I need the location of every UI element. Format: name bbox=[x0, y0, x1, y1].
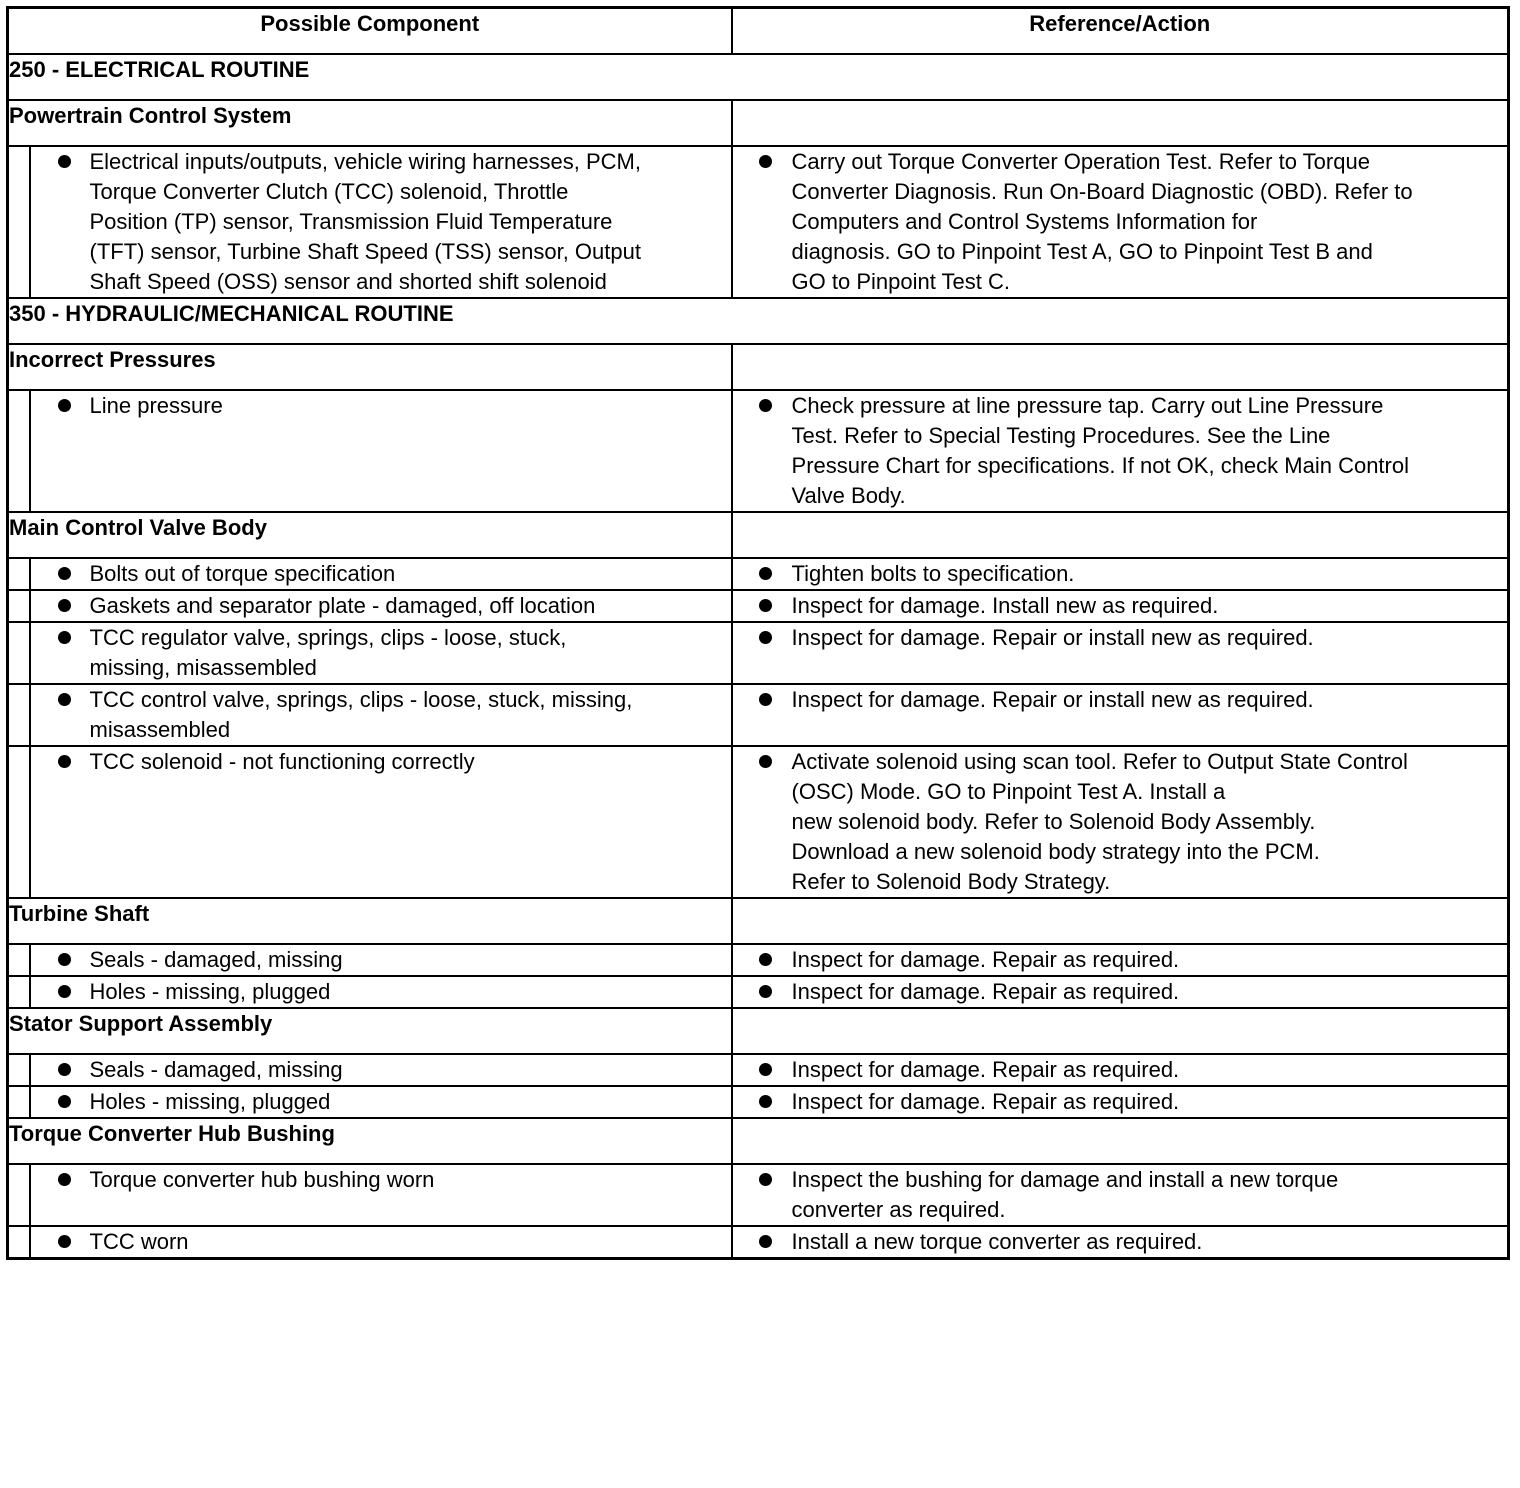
bullet-icon bbox=[58, 755, 71, 768]
action-text: Inspect for damage. Repair or install new as required. bbox=[791, 687, 1314, 712]
action-bullet-item bbox=[733, 1165, 1508, 1225]
bullet-icon bbox=[759, 1095, 772, 1108]
header-row bbox=[8, 8, 1509, 55]
group-row bbox=[8, 898, 1509, 944]
group-action-empty bbox=[732, 1118, 1509, 1164]
group-title: Torque Converter Hub Bushing bbox=[8, 1118, 732, 1164]
component-cell bbox=[30, 390, 732, 512]
component-cell bbox=[30, 146, 732, 298]
action-bullet-item bbox=[733, 1055, 1508, 1085]
component-bullet-item bbox=[31, 685, 731, 745]
bullet-icon bbox=[759, 693, 772, 706]
diagnosis-table bbox=[6, 6, 1510, 1260]
component-cell bbox=[30, 1226, 732, 1259]
table-row bbox=[8, 622, 1509, 684]
action-bullet-item bbox=[733, 685, 1508, 715]
bullet-icon bbox=[58, 399, 71, 412]
component-text: Torque converter hub bushing worn bbox=[89, 1167, 435, 1192]
table-row bbox=[8, 1164, 1509, 1226]
indent-cell bbox=[8, 590, 30, 622]
bullet-icon bbox=[58, 567, 71, 580]
component-bullet-item bbox=[31, 977, 731, 1007]
group-row bbox=[8, 344, 1509, 390]
table-row bbox=[8, 558, 1509, 590]
group-title: Powertrain Control System bbox=[8, 100, 732, 146]
action-cell bbox=[732, 558, 1509, 590]
group-row bbox=[8, 100, 1509, 146]
action-cell bbox=[732, 1226, 1509, 1259]
component-text: Holes - missing, plugged bbox=[89, 979, 331, 1004]
indent-cell bbox=[8, 976, 30, 1008]
indent-cell bbox=[8, 146, 30, 298]
action-bullet-item bbox=[733, 1227, 1508, 1257]
component-text: Bolts out of torque specification bbox=[89, 561, 396, 586]
component-bullet-item bbox=[31, 1087, 731, 1117]
bullet-icon bbox=[759, 985, 772, 998]
action-cell bbox=[732, 746, 1509, 898]
component-text: Holes - missing, plugged bbox=[89, 1089, 331, 1114]
action-cell bbox=[732, 1054, 1509, 1086]
component-bullet-item bbox=[31, 391, 731, 421]
table-row bbox=[8, 976, 1509, 1008]
action-text: Inspect for damage. Install new as required. bbox=[791, 593, 1219, 618]
table-row bbox=[8, 146, 1509, 298]
action-cell bbox=[732, 590, 1509, 622]
bullet-icon bbox=[759, 599, 772, 612]
bullet-icon bbox=[759, 631, 772, 644]
bullet-icon bbox=[759, 1235, 772, 1248]
action-text: Activate solenoid using scan tool. Refer to Output State Control (OSC) Mode. GO to Pinpoint Test A. Install a new solenoid body. Refer to Solenoid Body Assembly. Download a new solenoid body strategy into the PCM. Refer to Solenoid Body Strategy. bbox=[791, 749, 1408, 894]
component-text: TCC solenoid - not functioning correctly bbox=[89, 749, 475, 774]
action-text: Inspect for damage. Repair as required. bbox=[791, 947, 1180, 972]
table-row bbox=[8, 390, 1509, 512]
component-text: TCC regulator valve, springs, clips - loose, stuck, missing, misassembled bbox=[89, 625, 567, 680]
bullet-icon bbox=[58, 1173, 71, 1186]
component-bullet-item bbox=[31, 1055, 731, 1085]
table-row bbox=[8, 1226, 1509, 1259]
action-bullet-item bbox=[733, 591, 1508, 621]
table-body bbox=[8, 54, 1509, 1259]
group-title: Turbine Shaft bbox=[8, 898, 732, 944]
group-action-empty bbox=[732, 100, 1509, 146]
component-bullet-item bbox=[31, 1227, 731, 1257]
action-text: Inspect the bushing for damage and install a new torque converter as required. bbox=[791, 1167, 1339, 1222]
component-cell bbox=[30, 944, 732, 976]
bullet-icon bbox=[58, 985, 71, 998]
component-cell bbox=[30, 976, 732, 1008]
action-text: Tighten bolts to specification. bbox=[791, 561, 1075, 586]
indent-cell bbox=[8, 558, 30, 590]
component-text: Seals - damaged, missing bbox=[89, 1057, 343, 1082]
table-row bbox=[8, 1086, 1509, 1118]
section-title: 350 - HYDRAULIC/MECHANICAL ROUTINE bbox=[8, 298, 1509, 344]
component-text: Line pressure bbox=[89, 393, 223, 418]
action-cell bbox=[732, 684, 1509, 746]
component-bullet-item bbox=[31, 623, 731, 683]
indent-cell bbox=[8, 390, 30, 512]
indent-cell bbox=[8, 1054, 30, 1086]
action-bullet-item bbox=[733, 623, 1508, 653]
bullet-icon bbox=[58, 693, 71, 706]
section-row bbox=[8, 298, 1509, 344]
component-cell bbox=[30, 1164, 732, 1226]
group-row bbox=[8, 1118, 1509, 1164]
indent-cell bbox=[8, 746, 30, 898]
bullet-icon bbox=[759, 567, 772, 580]
table-row bbox=[8, 1054, 1509, 1086]
component-bullet-item bbox=[31, 747, 731, 777]
group-action-empty bbox=[732, 898, 1509, 944]
group-action-empty bbox=[732, 1008, 1509, 1054]
component-cell bbox=[30, 590, 732, 622]
group-row bbox=[8, 512, 1509, 558]
bullet-icon bbox=[58, 155, 71, 168]
component-text: TCC worn bbox=[89, 1229, 189, 1254]
action-cell bbox=[732, 390, 1509, 512]
table-row bbox=[8, 746, 1509, 898]
bullet-icon bbox=[58, 953, 71, 966]
component-text: Electrical inputs/outputs, vehicle wiring harnesses, PCM, Torque Converter Clutch (TCC) solenoid, Throttle Position (TP) sensor, Transmission Fluid Temperature (TFT) sensor, Turbine Shaft Speed (TSS) sensor, Output Shaft Speed (OSS) sensor and shorted shift solenoid bbox=[89, 149, 641, 294]
component-cell bbox=[30, 1086, 732, 1118]
component-text: Seals - damaged, missing bbox=[89, 947, 343, 972]
action-cell bbox=[732, 944, 1509, 976]
action-text: Inspect for damage. Repair as required. bbox=[791, 979, 1180, 1004]
component-cell bbox=[30, 746, 732, 898]
group-action-empty bbox=[732, 512, 1509, 558]
component-bullet-item bbox=[31, 945, 731, 975]
bullet-icon bbox=[759, 399, 772, 412]
indent-cell bbox=[8, 1164, 30, 1226]
action-text: Inspect for damage. Repair as required. bbox=[791, 1089, 1180, 1114]
action-cell bbox=[732, 976, 1509, 1008]
action-text: Inspect for damage. Repair or install new as required. bbox=[791, 625, 1314, 650]
group-title: Stator Support Assembly bbox=[8, 1008, 732, 1054]
action-cell bbox=[732, 622, 1509, 684]
component-cell bbox=[30, 684, 732, 746]
action-bullet-item bbox=[733, 747, 1508, 897]
group-title: Main Control Valve Body bbox=[8, 512, 732, 558]
bullet-icon bbox=[759, 755, 772, 768]
action-bullet-item bbox=[733, 945, 1508, 975]
bullet-icon bbox=[58, 631, 71, 644]
bullet-icon bbox=[759, 953, 772, 966]
component-text: Gaskets and separator plate - damaged, off location bbox=[89, 593, 596, 618]
action-text: Check pressure at line pressure tap. Carry out Line Pressure Test. Refer to Special Testing Procedures. See the Line Pressure Chart for specifications. If not OK, check Main Control Valve Body. bbox=[791, 393, 1409, 508]
action-bullet-item bbox=[733, 559, 1508, 589]
bullet-icon bbox=[58, 1235, 71, 1248]
indent-cell bbox=[8, 1086, 30, 1118]
component-cell bbox=[30, 558, 732, 590]
bullet-icon bbox=[759, 1173, 772, 1186]
group-title: Incorrect Pressures bbox=[8, 344, 732, 390]
action-bullet-item bbox=[733, 1087, 1508, 1117]
bullet-icon bbox=[58, 599, 71, 612]
indent-cell bbox=[8, 684, 30, 746]
action-text: Inspect for damage. Repair as required. bbox=[791, 1057, 1180, 1082]
table-row bbox=[8, 684, 1509, 746]
bullet-icon bbox=[759, 1063, 772, 1076]
action-cell bbox=[732, 1164, 1509, 1226]
component-text: TCC control valve, springs, clips - loose, stuck, missing, misassembled bbox=[89, 687, 633, 742]
section-title: 250 - ELECTRICAL ROUTINE bbox=[8, 54, 1509, 100]
indent-cell bbox=[8, 622, 30, 684]
component-cell bbox=[30, 622, 732, 684]
action-text: Install a new torque converter as required. bbox=[791, 1229, 1203, 1254]
component-bullet-item bbox=[31, 147, 731, 297]
group-action-empty bbox=[732, 344, 1509, 390]
action-bullet-item bbox=[733, 391, 1508, 511]
header-reference-action: Reference/Action bbox=[732, 8, 1509, 55]
action-text: Carry out Torque Converter Operation Test. Refer to Torque Converter Diagnosis. Run On-Board Diagnostic (OBD). Refer to Computers and Control Systems Information for diagnosis. GO to Pinpoint Test A, GO to Pinpoint Test B and GO to Pinpoint Test C. bbox=[791, 149, 1413, 294]
action-cell bbox=[732, 1086, 1509, 1118]
component-bullet-item bbox=[31, 1165, 731, 1195]
action-bullet-item bbox=[733, 977, 1508, 1007]
section-row bbox=[8, 54, 1509, 100]
table-row bbox=[8, 944, 1509, 976]
bullet-icon bbox=[58, 1063, 71, 1076]
action-bullet-item bbox=[733, 147, 1508, 297]
component-bullet-item bbox=[31, 559, 731, 589]
indent-cell bbox=[8, 944, 30, 976]
bullet-icon bbox=[58, 1095, 71, 1108]
component-bullet-item bbox=[31, 591, 731, 621]
table-row bbox=[8, 590, 1509, 622]
header-possible-component: Possible Component bbox=[8, 8, 732, 55]
indent-cell bbox=[8, 1226, 30, 1259]
bullet-icon bbox=[759, 155, 772, 168]
group-row bbox=[8, 1008, 1509, 1054]
component-cell bbox=[30, 1054, 732, 1086]
action-cell bbox=[732, 146, 1509, 298]
